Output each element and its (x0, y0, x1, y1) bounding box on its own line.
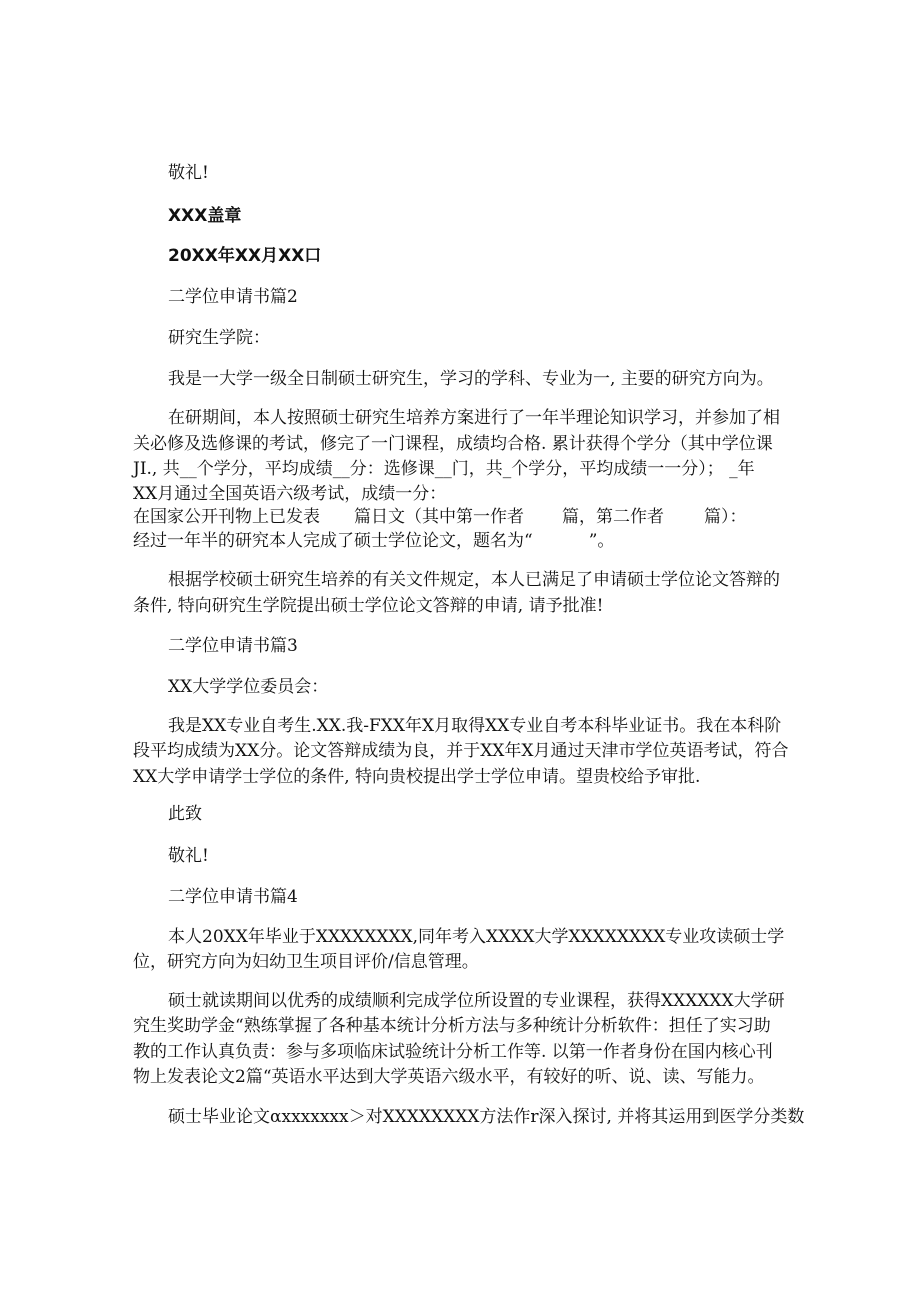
section-3-paragraph-line-2: 段平均成绩为XX分。论文答辩成绩为良，并于XX年X月通过天津市学位英语考试，符合 (133, 741, 789, 761)
section-3-paragraph-line-1: 我是XX专业自考生.XX.我-FXX年X月取得XX专业自考本科毕业证书。我在本科阶 (168, 716, 782, 736)
section-2-paragraph-2-line-5 (133, 505, 747, 529)
section-2-paragraph-2-line-4: XX月通过全国英语六级考试，成绩一分： (133, 484, 447, 504)
line-6-part-b: ”。 (588, 531, 615, 551)
section-3-paragraph-line-3: XX大学申请学士学位的条件, 特向贵校提出学士学位申请。望贵校给予审批. (133, 767, 701, 787)
section-3-addressee: XX大学学位委员会： (168, 677, 329, 697)
closing-salute: 敬礼! (168, 163, 209, 183)
section-2-paragraph-3-line-2: 条件, 特向研究生学院提出硕士学位论文答辩的申请, 请予批准! (133, 596, 604, 616)
section-4-paragraph-1-line-2: 位，研究方向为妇幼卫生项目评价/信息管理。 (133, 952, 479, 972)
section-4-paragraph-3-line-1: 硕士毕业论文αxxxxxxx＞对XXXXXXXX方法作r深入探讨, 并将其运用到医学分类数 (168, 1107, 805, 1127)
signature-date: 20XX年XX月XX口 (168, 246, 322, 266)
section-2-title: 二学位申请书篇2 (168, 287, 298, 307)
section-2-paragraph-2-line-3: JI., 共__个学分，平均成绩__分：选修课__门，共_个学分，平均成绩一一分）； _年 (133, 459, 755, 479)
section-3-title: 二学位申请书篇3 (168, 636, 298, 656)
line-5-part-a: 在国家公开刊物上已发表 (133, 507, 320, 527)
section-2-paragraph-2-line-1: 在研期间，本人按照硕士研究生培养方案进行了一年半理论知识学习，并参加了相 (168, 408, 780, 428)
line-5-part-c: 篇，第二作者 (562, 507, 664, 527)
section-3-closing-1: 此致 (168, 804, 202, 824)
section-4-paragraph-2-line-4: 物上发表论文2篇“英语水平达到大学英语六级水平，有较好的听、说、读、写能力。 (133, 1067, 765, 1087)
section-4-paragraph-2-line-1: 硕士就读期间以优秀的成绩顺利完成学位所设置的专业课程，获得XXXXXX大学研 (168, 991, 785, 1011)
section-4-paragraph-1-line-1: 本人20XX年毕业于XXXXXXXX,同年考入XXXX大学XXXXXXXX专业攻读硕士学 (168, 927, 785, 947)
section-3-closing-2: 敬礼! (168, 846, 209, 866)
section-2-paragraph-3-line-1: 根据学校硕士研究生培养的有关文件规定，本人已满足了申请硕士学位论文答辩的 (168, 570, 780, 590)
section-2-paragraph-2-line-6 (133, 529, 614, 553)
section-4-title: 二学位申请书篇4 (168, 887, 298, 907)
line-5-part-d: 篇）： (704, 507, 747, 527)
section-4-paragraph-2-line-3: 教的工作认真负责：参与多项临床试验统计分析工作等. 以第一作者身份在国内核心刊 (133, 1042, 773, 1062)
section-2-paragraph-2-line-2: 关必修及选修课的考试，修完了一门课程，成绩均合格. 累计获得个学分（其中学位课 (133, 434, 773, 454)
section-2-addressee: 研究生学院： (168, 328, 270, 348)
section-2-paragraph-1: 我是一大学一级全日制硕士研究生，学习的学科、专业为一, 主要的研究方向为。 (168, 369, 774, 389)
section-4-paragraph-2-line-2: 究生奖助学金“熟练掌握了各种基本统计分析方法与多种统计分析软件：担任了实习助 (133, 1016, 771, 1036)
line-5-part-b: 篇日文（其中第一作者 (354, 507, 524, 527)
signature-stamp: XXX盖章 (168, 206, 242, 226)
line-6-part-a: 经过一年半的研究本人完成了硕士学位论文，题名为“ (133, 531, 533, 551)
